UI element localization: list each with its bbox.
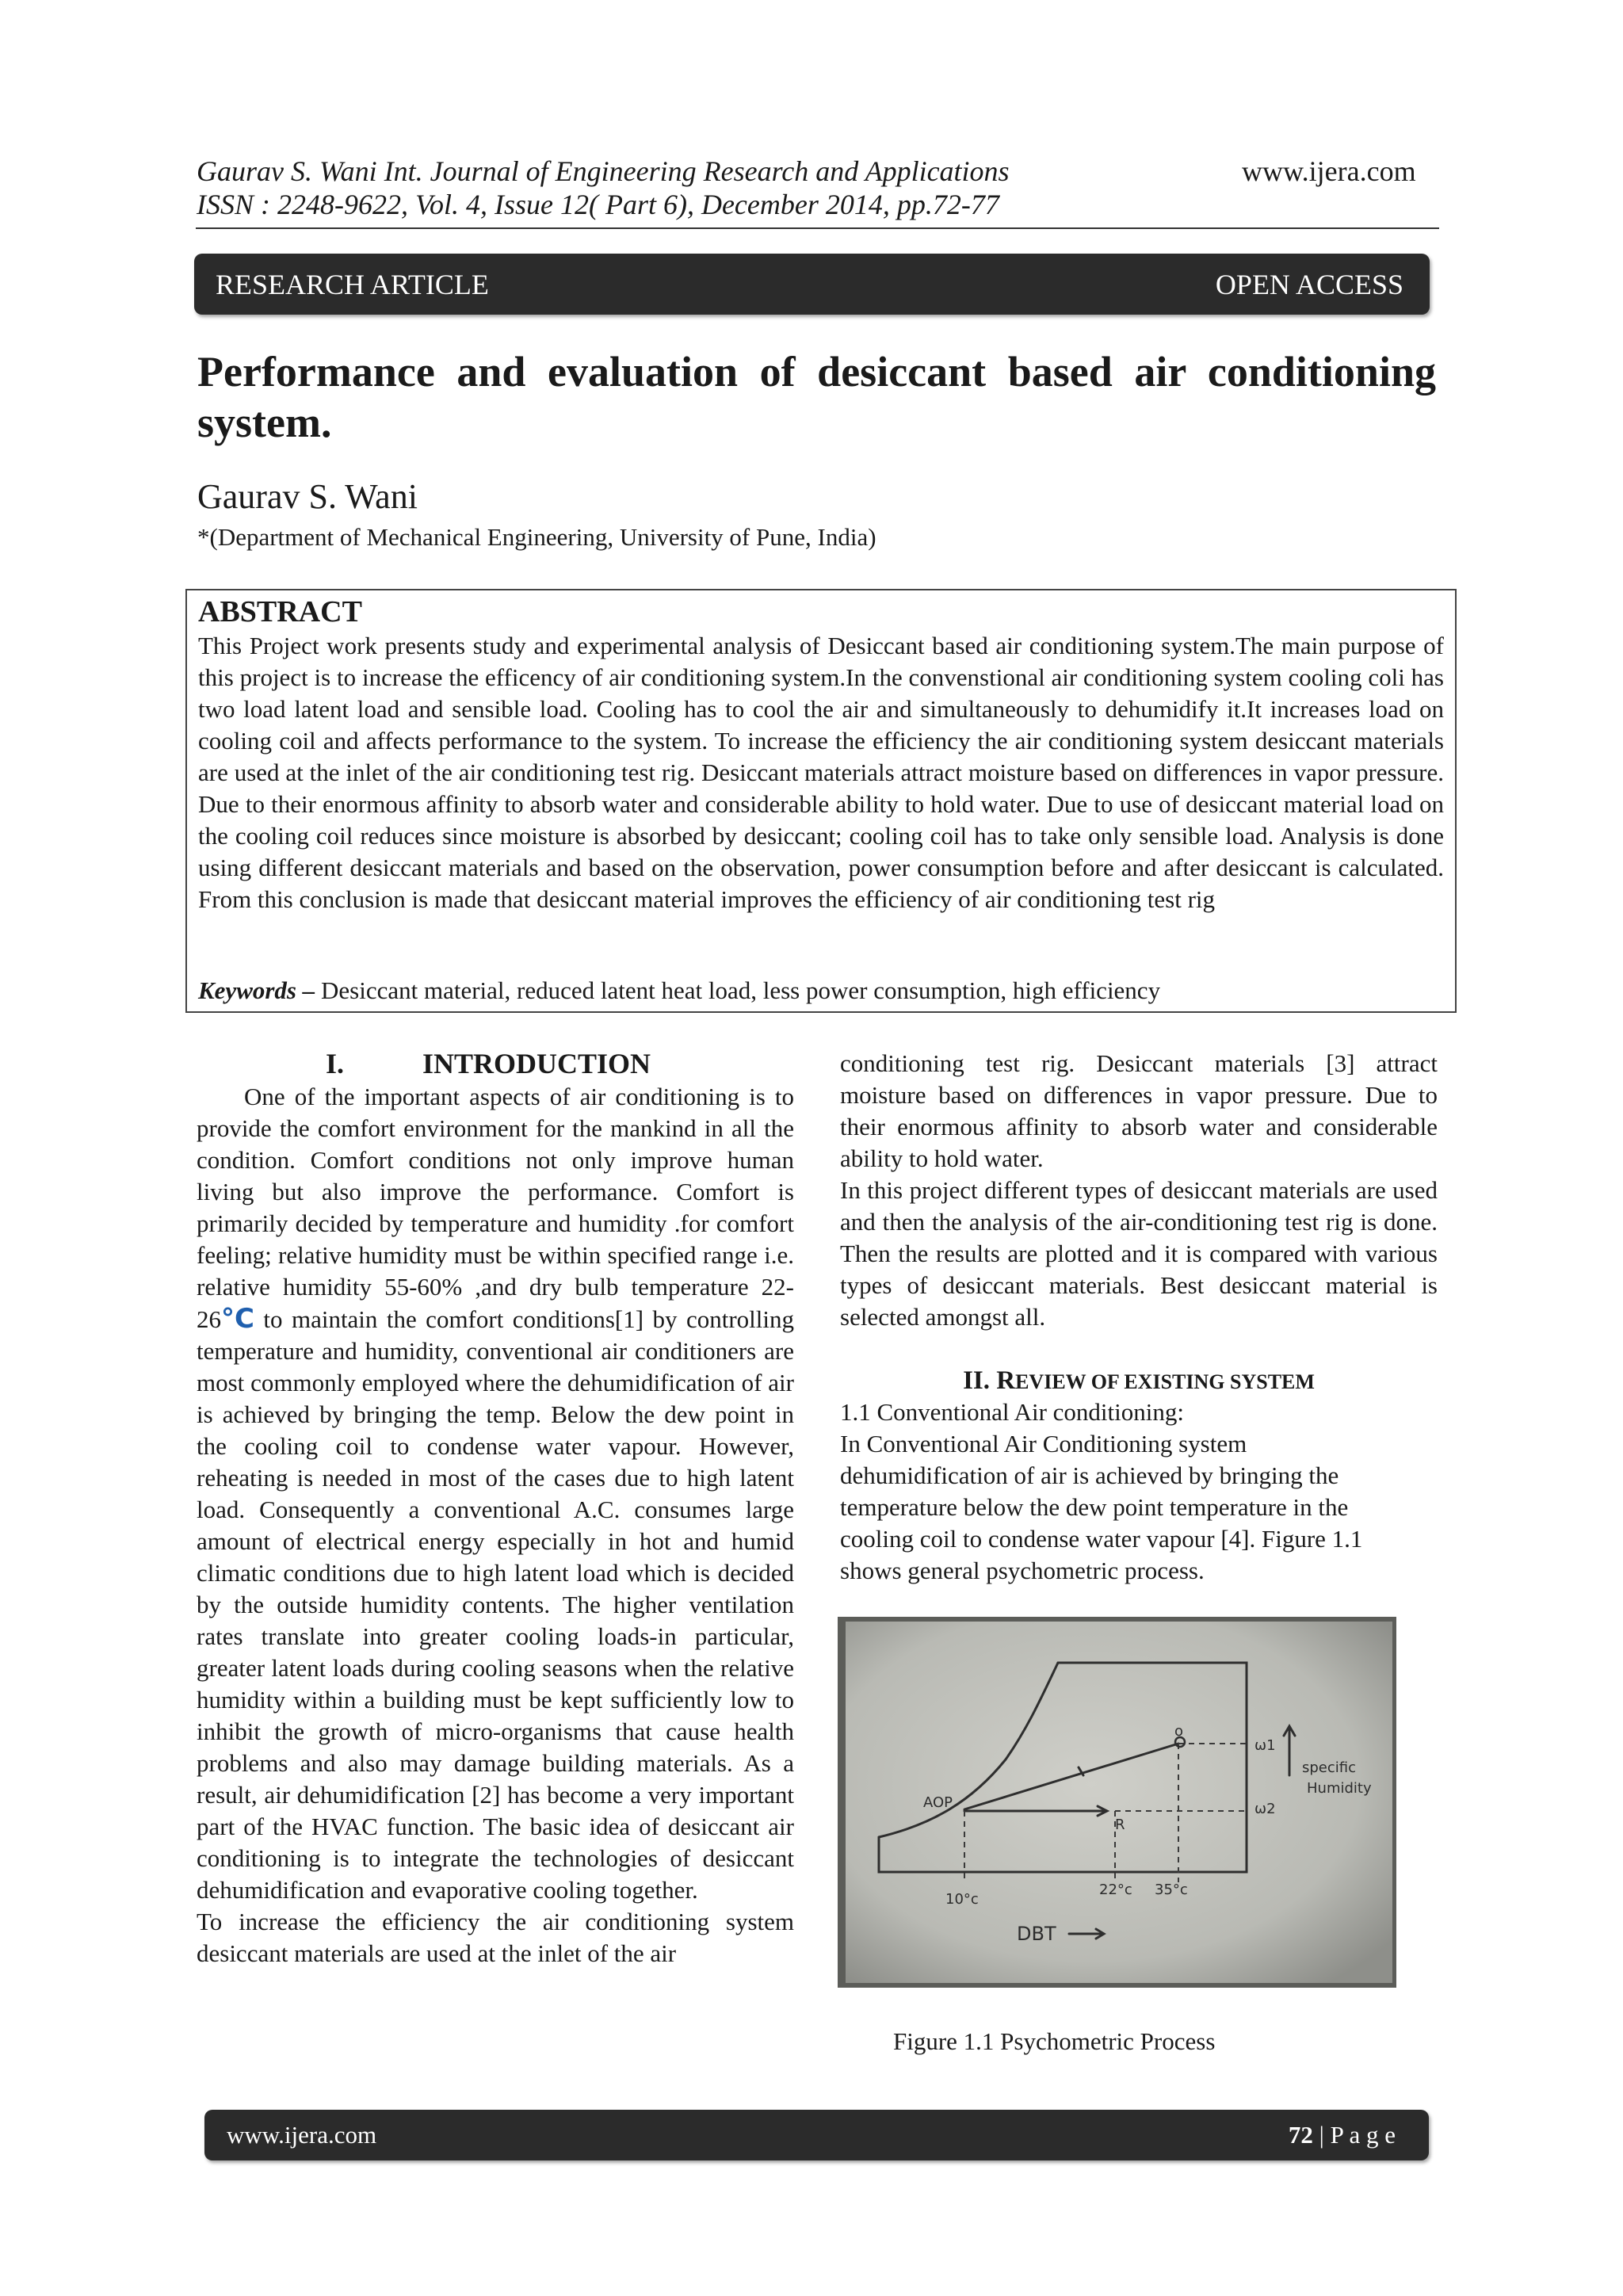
section-2-heading xyxy=(840,1365,1438,1398)
label-22c: 22°c xyxy=(1099,1881,1132,1898)
footer-page xyxy=(1289,2121,1396,2149)
left-column xyxy=(197,1048,794,1969)
label-specific: specific xyxy=(1302,1759,1357,1776)
paper-title: Performance and evaluation of desiccant based air conditioning system. xyxy=(197,348,1436,446)
page-label: | P a g e xyxy=(1312,2121,1396,2149)
figure-caption: Figure 1.1 Psychometric Process xyxy=(893,2027,1216,2055)
journal-website[interactable]: www.ijera.com xyxy=(1242,155,1416,187)
right-paragraph-2: In this project different types of desiccant materials are used and then the analysis of the air-conditioning test rig is done. Then the results are plotted and it is compared with various types of desiccant materials. Best desiccant material is selected amongst all. xyxy=(840,1176,1438,1331)
section-2-line-5: shows general psychometric process. xyxy=(840,1557,1205,1584)
intro-paragraph-2: To increase the efficiency the air conditioning system desiccant materials are used at the inlet of the air xyxy=(197,1908,794,1967)
journal-line: Gaurav S. Wani Int. Journal of Engineering Research and Applications xyxy=(197,155,1010,187)
psychometric-sketch xyxy=(838,1617,1396,1988)
abstract-heading: ABSTRACT xyxy=(198,595,362,628)
label-humidity: Humidity xyxy=(1307,1780,1372,1797)
abstract-text: This Project work presents study and experimental analysis of Desiccant based air conditioning system.The main purpose of this project is to increase the efficency of air conditioning system.In the convenstional air conditioning system cooling coli has two load latent load and sensible load. Cooling has to cool the air and simultaneously to dehumidify it.It increases load on cooling coil and affects performance to the system. To increase the efficiency the air conditioning system desiccant materials are used at the inlet of the air conditioning test rig. Desiccant materials attract moisture based on differences in vapor pressure. Due to their enormous affinity to absorb water and considerable ability to hold water. Due to use of desiccant material load on the cooling coil reduces since moisture is absorbed by desiccant; cooling coil has to take only sensible load. Analysis is done using different desiccant materials and based on the observation, power consumption before and after desiccant is calculated. From this conclusion is made that desiccant material improves the efficiency of air conditioning test rig xyxy=(198,632,1444,913)
right-column xyxy=(840,1048,1438,1333)
page-number: 72 xyxy=(1288,2121,1313,2149)
label-35c: 35°c xyxy=(1155,1881,1188,1898)
label-w1: ω1 xyxy=(1254,1737,1276,1754)
issn-line: ISSN : 2248-9622, Vol. 4, Issue 12( Part 6), December 2014, pp.72-77 xyxy=(197,189,999,220)
section-2-title: EVIEW OF EXISTING SYSTEM xyxy=(1015,1370,1315,1393)
intro-heading-num: I. xyxy=(326,1048,345,1079)
author-affiliation: *(Department of Mechanical Engineering, University of Pune, India) xyxy=(197,523,876,551)
keywords-text: Desiccant material, reduced latent heat load, less power consumption, high efficiency xyxy=(315,976,1161,1004)
label-aop: AOP xyxy=(923,1794,953,1811)
header-rule xyxy=(196,227,1439,229)
open-access-label: OPEN ACCESS xyxy=(1215,268,1403,300)
intro-paragraph-1 xyxy=(197,1081,794,1906)
keywords-label: Keywords – xyxy=(198,976,315,1004)
footer-bar xyxy=(204,2110,1429,2160)
degree-celsius-symbol: °C xyxy=(221,1303,254,1335)
abstract-box xyxy=(185,589,1457,1013)
label-o: o xyxy=(1174,1723,1184,1740)
label-r: R xyxy=(1115,1817,1125,1833)
label-w2: ω2 xyxy=(1254,1801,1276,1817)
section-2-line-2: dehumidification of air is achieved by bringing the xyxy=(840,1461,1339,1489)
intro-text-a: One of the important aspects of air conditioning is to provide the comfort environment for the mankind in all the condition. Comfort conditions not only improve human living but also improve the performance. Comfort is primarily decided by temperature and humidity .for comfort feeling; relative humidity must be within specified range i.e. relative humidity 55-60% ,and dry bulb temperature 22-26 xyxy=(197,1083,794,1333)
keywords-line xyxy=(198,975,1160,1007)
subsection-1-1: 1.1 Conventional Air conditioning: xyxy=(840,1398,1184,1426)
section-2-num: II. R xyxy=(963,1366,1016,1395)
footer-website[interactable]: www.ijera.com xyxy=(227,2121,377,2149)
section-2-line-4: cooling coil to condense water vapour [4]. Figure 1.1 xyxy=(840,1525,1363,1553)
intro-heading xyxy=(197,1048,794,1081)
psychometric-figure xyxy=(838,1617,1396,1988)
intro-text-b: to maintain the comfort conditions[1] by controlling temperature and humidity, conventional air conditioners are most commonly employed where the dehumidification of air is achieved by bringing the temp. Below the dew point in the cooling coil to condense water vapour. However, reheating is needed in most of the cases due to high latent load. Consequently a conventional A.C. consumes large amount of electrical energy especially in hot and humid climatic conditions due to high latent load which is decided by the outside humidity contents. The higher ventilation rates translate into greater cooling loads-in particular, greater latent loads during cooling seasons when the relative humidity within a building must be kept sufficiently low to inhibit the growth of micro-organisms that cause health problems and also may damage building materials. As a result, air dehumidification [2] has become a very important part of the HVAC function. The basic idea of desiccant air conditioning is to integrate the technologies of desiccant dehumidification and evaporative cooling together. xyxy=(197,1305,794,1904)
right-paragraph-1: conditioning test rig. Desiccant materials [3] attract moisture based on differences in vapor pressure. Due to their enormous affinity to absorb water and considerable ability to hold water. xyxy=(840,1049,1438,1172)
label-dbt: DBT xyxy=(1017,1923,1056,1945)
label-10c: 10°c xyxy=(945,1891,979,1908)
research-article-label: RESEARCH ARTICLE xyxy=(216,268,489,300)
section-2-line-3: temperature below the dew point temperature in the xyxy=(840,1493,1349,1521)
intro-heading-text: INTRODUCTION xyxy=(422,1048,651,1079)
section-2-line-1: In Conventional Air Conditioning system xyxy=(840,1430,1247,1457)
section-2-body xyxy=(840,1396,1442,1587)
article-banner xyxy=(194,254,1430,315)
author-name: Gaurav S. Wani xyxy=(197,477,418,516)
